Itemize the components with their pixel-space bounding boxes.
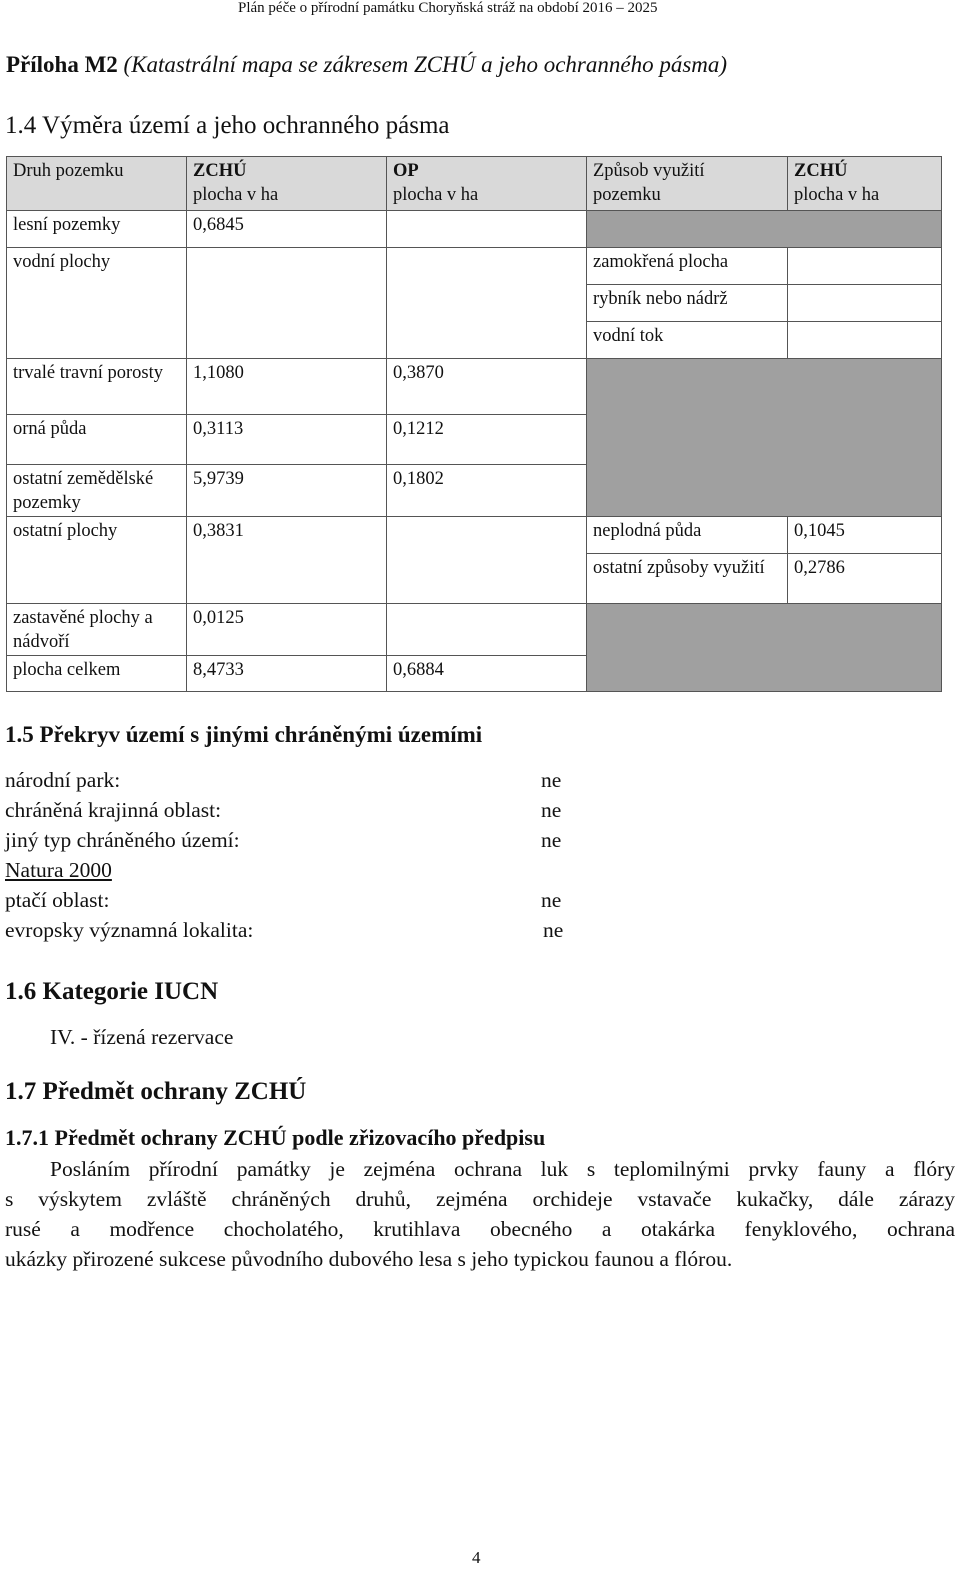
col-header-zchu-use-sub: plocha v ha [794,185,880,205]
row-lesni-zchu: 0,6845 [187,211,387,248]
section-title-1-7-1: 1.7.1 Předmět ochrany ZCHÚ podle zřizovacího předpisu [5,1125,546,1150]
other-use-1-value: 0,1045 [788,517,942,554]
natura-heading: Natura 2000 [5,858,112,882]
page-header: Plán péče o přírodní památku Choryňská stráž na období 2016 – 2025 [238,0,658,16]
overlap-value-2: ne [541,798,562,822]
row-vodni-zchu [187,248,387,359]
col-header-land-type [7,157,187,211]
row-ostpl-zchu: 0,3831 [187,517,387,604]
col-header-zchu-use [788,157,942,211]
row-ostpl-label: ostatní plochy [7,517,187,604]
gray-cell [587,211,942,248]
paragraph-line-1: Posláním přírodní památky je zejména ochrana luk s teplomilnými prvky fauny a flóry [50,1157,955,1181]
overlap-value-1: ne [541,768,562,792]
water-use-2-value [788,285,942,322]
row-trvale-op: 0,3870 [387,359,587,415]
row-trvale-label: trvalé travní porosty [7,359,187,415]
iucn-category: IV. - řízená rezervace [50,1025,234,1049]
gray-cell [587,604,942,692]
paragraph-line-3: rusé a modřence chocholatého, krutihlava obecného a otakárka fenyklového, ochrana [5,1217,955,1241]
water-use-1-value [788,248,942,285]
section-title-1-6: 1.6 Kategorie IUCN [5,978,219,1005]
col-header-zchu [187,157,387,211]
row-orna-label: orná půda [7,415,187,465]
row-vodni-label: vodní plochy [7,248,187,359]
natura-value-2: ne [543,918,564,942]
water-use-3: vodní tok [587,322,788,359]
col-header-use [587,157,788,211]
area-table [6,156,942,692]
row-vodni-op [387,248,587,359]
other-use-2: ostatní způsoby využití [587,554,788,604]
row-orna-zchu: 0,3113 [187,415,387,465]
annex-text: (Katastrální mapa se zákresem ZCHÚ a jeho ochranného pásma) [117,52,728,77]
section-title-1-4: 1.4 Výměra území a jeho ochranného pásma [5,112,450,139]
row-zast-zchu: 0,0125 [187,604,387,656]
col-header-use-l1: Způsob využití [593,161,705,181]
col-header-land-type-text: Druh pozemku [13,161,124,181]
col-header-zchu-bold: ZCHÚ [193,161,247,181]
row-ostzem-zchu: 5,9739 [187,465,387,517]
overlap-label-2: chráněná krajinná oblast: [5,798,222,822]
col-header-use-l2: pozemku [593,185,661,205]
row-celkem-label: plocha celkem [7,656,187,692]
col-header-op-bold: OP [393,161,419,181]
section-title-1-7: 1.7 Předmět ochrany ZCHÚ [5,1078,307,1105]
row-ostpl-op [387,517,587,604]
water-use-2: rybník nebo nádrž [587,285,788,322]
annex-note [6,52,727,78]
row-lesni-op [387,211,587,248]
overlap-label-1: národní park: [5,768,121,792]
other-use-1: neplodná půda [587,517,788,554]
paragraph-line-4: ukázky přirozené sukcese původního dubového lesa s jeho typickou faunou a flórou. [5,1247,733,1271]
water-use-3-value [788,322,942,359]
row-ostzem-op: 0,1802 [387,465,587,517]
natura-value-1: ne [541,888,562,912]
other-use-2-value: 0,2786 [788,554,942,604]
row-orna-op: 0,1212 [387,415,587,465]
page-number: 4 [472,1548,481,1567]
section-title-1-5: 1.5 Překryv území s jinými chráněnými územími [5,722,483,747]
col-header-zchu-sub: plocha v ha [193,185,279,205]
annex-label: Příloha M2 [6,52,118,77]
overlap-value-3: ne [541,828,562,852]
natura-label-1: ptačí oblast: [5,888,110,912]
row-celkem-op: 0,6884 [387,656,587,692]
row-celkem-zchu: 8,4733 [187,656,387,692]
paragraph-line-2: s výskytem zvláště chráněných druhů, zejména orchideje vstavače kukačky, dále zárazy [5,1187,955,1211]
overlap-label-3: jiný typ chráněného území: [5,828,240,852]
row-zast-op [387,604,587,656]
col-header-op [387,157,587,211]
row-lesni-label: lesní pozemky [7,211,187,248]
gray-cell [587,359,942,517]
col-header-op-sub: plocha v ha [393,185,479,205]
col-header-zchu-use-bold: ZCHÚ [794,161,848,181]
row-ostzem-label: ostatní zemědělské pozemky [7,465,187,517]
row-zast-label: zastavěné plochy a nádvoří [7,604,187,656]
water-use-1: zamokřená plocha [587,248,788,285]
natura-label-2: evropsky významná lokalita: [5,918,254,942]
row-trvale-zchu: 1,1080 [187,359,387,415]
